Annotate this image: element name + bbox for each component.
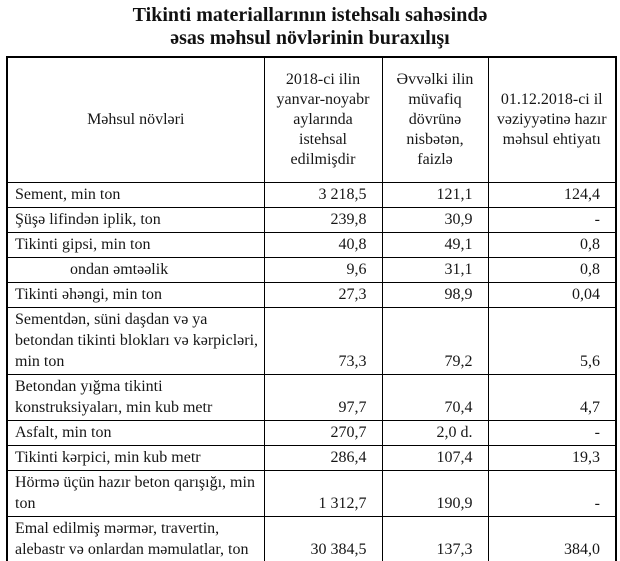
table-row bbox=[7, 258, 616, 283]
cell-stock-value: 4,7 bbox=[488, 375, 616, 421]
cell-stock-value: - bbox=[488, 208, 616, 233]
cell-produced-value: 270,7 bbox=[264, 421, 382, 446]
table-row bbox=[7, 208, 616, 233]
cell-stock-value: 0,8 bbox=[488, 233, 616, 258]
header-finished-stock-01-12-2018: 01.12.2018-ci il vəziyyətinə hazır məhsul ehtiyatı bbox=[488, 57, 616, 183]
cell-stock-value: 0,04 bbox=[488, 283, 616, 308]
cell-product-name: Şüşə lifindən iplik, ton bbox=[7, 208, 264, 233]
table-header-row bbox=[7, 57, 616, 183]
cell-produced-value: 27,3 bbox=[264, 283, 382, 308]
cell-product-name: Sement, min ton bbox=[7, 183, 264, 208]
table-row bbox=[7, 183, 616, 208]
table-row bbox=[7, 308, 616, 375]
cell-produced-value: 286,4 bbox=[264, 446, 382, 471]
cell-percent-value: 49,1 bbox=[382, 233, 488, 258]
table-row bbox=[7, 471, 616, 517]
cell-percent-value: 2,0 d. bbox=[382, 421, 488, 446]
cell-stock-value: 124,4 bbox=[488, 183, 616, 208]
cell-product-name: Tikinti kərpici, min kub metr bbox=[7, 446, 264, 471]
document-title-line2: əsas məhsul növlərinin buraxılışı bbox=[170, 27, 450, 49]
cell-stock-value: 5,6 bbox=[488, 308, 616, 375]
table-row bbox=[7, 375, 616, 421]
header-percent-vs-previous-year: Əvvəlki ilin müvafiq dövrünə nisbətən, faizlə bbox=[382, 57, 488, 183]
cell-percent-value: 30,9 bbox=[382, 208, 488, 233]
cell-produced-value: 3 218,5 bbox=[264, 183, 382, 208]
cell-stock-value: 384,0 bbox=[488, 517, 616, 561]
cell-product-name: Emal edilmiş mərmər, travertin, alebastr və onlardan məmulatlar, ton bbox=[7, 517, 264, 561]
cell-percent-value: 190,9 bbox=[382, 471, 488, 517]
cell-percent-value: 31,1 bbox=[382, 258, 488, 283]
cell-percent-value: 107,4 bbox=[382, 446, 488, 471]
cell-produced-value: 9,6 bbox=[264, 258, 382, 283]
cell-percent-value: 121,1 bbox=[382, 183, 488, 208]
cell-produced-value: 239,8 bbox=[264, 208, 382, 233]
table-row bbox=[7, 446, 616, 471]
cell-percent-value: 98,9 bbox=[382, 283, 488, 308]
cell-stock-value: 0,8 bbox=[488, 258, 616, 283]
document-title-line1: Tikinti materiallarının istehsalı sahəsində bbox=[132, 4, 488, 26]
document-title bbox=[0, 0, 620, 50]
table-row bbox=[7, 517, 616, 561]
cell-produced-value: 97,7 bbox=[264, 375, 382, 421]
production-table bbox=[6, 56, 617, 561]
header-produced-jan-nov-2018: 2018-ci ilin yanvar-noyabr aylarında istehsal edilmişdir bbox=[264, 57, 382, 183]
cell-product-name-indented: ondan əmtəəlik bbox=[7, 258, 264, 283]
cell-produced-value: 30 384,5 bbox=[264, 517, 382, 561]
cell-produced-value: 40,8 bbox=[264, 233, 382, 258]
cell-product-name: Asfalt, min ton bbox=[7, 421, 264, 446]
cell-stock-value: 19,3 bbox=[488, 446, 616, 471]
cell-product-name: Betondan yığma tikinti konstruksiyaları, min kub metr bbox=[7, 375, 264, 421]
header-product-types: Məhsul növləri bbox=[7, 57, 264, 183]
cell-percent-value: 79,2 bbox=[382, 308, 488, 375]
table-row bbox=[7, 233, 616, 258]
cell-product-name: Tikinti gipsi, min ton bbox=[7, 233, 264, 258]
table-row bbox=[7, 421, 616, 446]
cell-percent-value: 137,3 bbox=[382, 517, 488, 561]
cell-stock-value: - bbox=[488, 471, 616, 517]
cell-percent-value: 70,4 bbox=[382, 375, 488, 421]
cell-produced-value: 1 312,7 bbox=[264, 471, 382, 517]
cell-produced-value: 73,3 bbox=[264, 308, 382, 375]
cell-product-name: Tikinti əhəngi, min ton bbox=[7, 283, 264, 308]
cell-product-name: Sementdən, süni daşdan və ya betondan tikinti blokları və kərpicləri, min ton bbox=[7, 308, 264, 375]
cell-stock-value: - bbox=[488, 421, 616, 446]
table-row bbox=[7, 283, 616, 308]
cell-product-name: Hörmə üçün hazır beton qarışığı, min ton bbox=[7, 471, 264, 517]
